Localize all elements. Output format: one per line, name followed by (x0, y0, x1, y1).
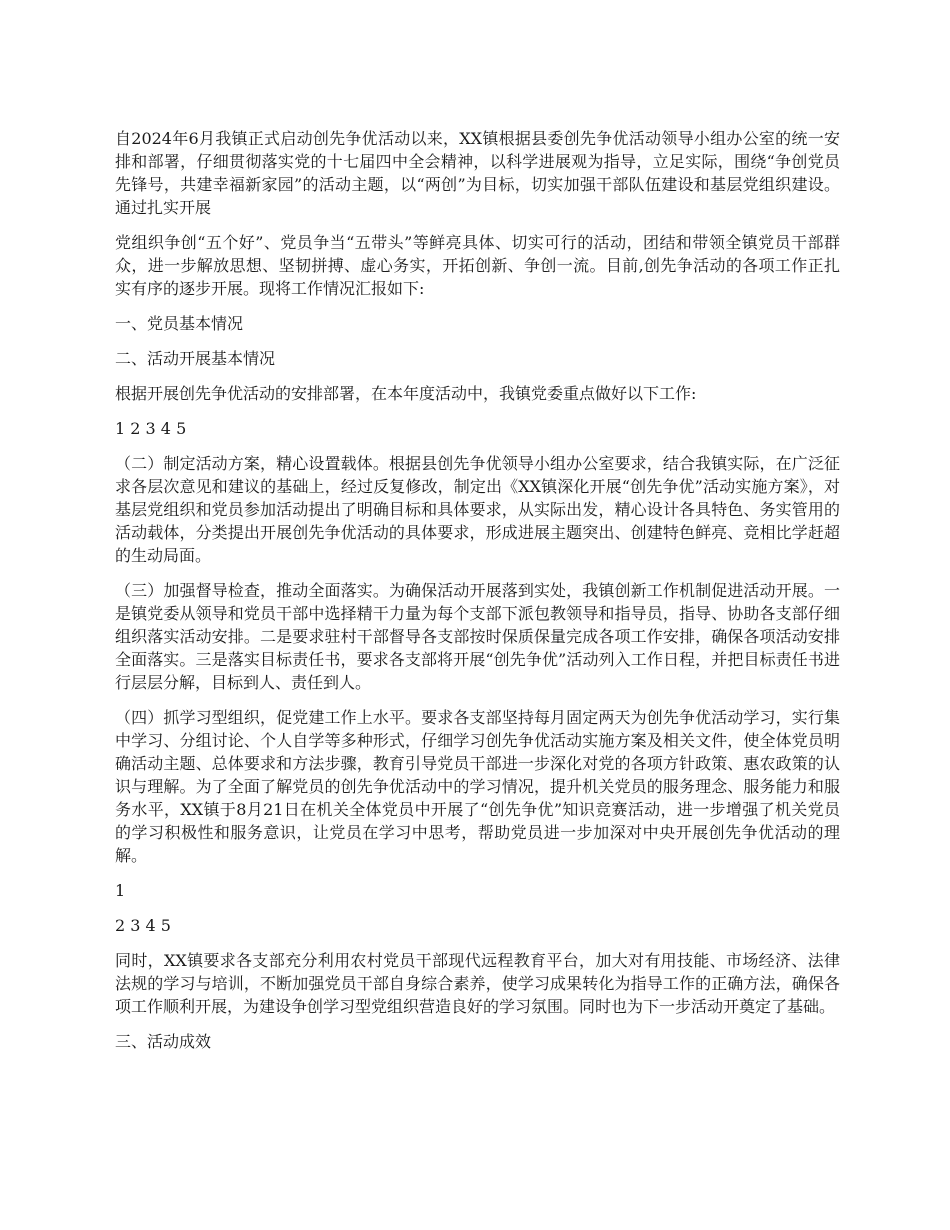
document-body (115, 127, 840, 1065)
paragraph-work-overview: 根据开展创先争优活动的安排部署，在本年度活动中，我镇党委重点做好以下工作: (115, 384, 697, 403)
number-list-line: 1 (115, 881, 126, 900)
paragraph-item-4: （四）抓学习型组织，促党建工作上水平。要求各支部坚持每月固定两天为创先争优活动学习，实行集中学习、分组讨论、个人自学等多种形式，仔细学习创先争优活动实施方案及相关文件，使全体党员明确活动主题、总体要求和方法步骤，教育引导党员干部进一步深化对党的各项方针政策、惠农政策的认识与理解。为了全面了解党员的创先争优活动中的学习情况，提升机关党员的服务理念、服务能力和服务水平，XX镇于8月21日在机关全体党员中开展了“创先争优”知识竞赛活动，进一步增强了机关党员的学习积极性和服务意识，让党员在学习中思考，帮助党员进一步加深对中央开展创先争优活动的理解。 (115, 708, 840, 865)
paragraph-remote-education: 同时，XX镇要求各支部充分利用农村党员干部现代远程教育平台，加大对有用技能、市场经济、法律法规的学习与培训，不断加强党员干部自身综合素养，使学习成果转化为指导工作的正确方法，确保各项工作顺利开展，为建设争创学习型党组织营造良好的学习氛围。同时也为下一步活动开奠定了基础。 (115, 951, 840, 1016)
section-heading-results: 三、活动成效 (115, 1032, 212, 1051)
paragraph-item-3: （三）加强督导检查，推动全面落实。为确保活动开展落到实处，我镇创新工作机制促进活动开展。一是镇党委从领导和党员干部中选择精干力量为每个支部下派包教领导和指导员，指导、协助各支部仔细组织落实活动安排。二是要求驻村干部督导各支部按时保质保量完成各项工作安排，确保各项活动安排全面落实。三是落实目标责任书，要求各支部将开展“创先争优”活动列入工作日程，并把目标责任书进行层层分解，目标到人、责任到人。 (115, 581, 840, 692)
section-heading-activity-situation: 二、活动开展基本情况 (115, 349, 276, 368)
paragraph-item-2: （二）制定活动方案，精心设置载体。根据县创先争优领导小组办公室要求，结合我镇实际，在广泛征求各层次意见和建议的基础上，经过反复修改，制定出《XX镇深化开展“创先争优”活动实施方案》，对基层党组织和党员参加活动提出了明确目标和具体要求，从实际出发，精心设计各具特色、务实管用的活动载体，分类提出开展创先争优活动的具体要求，形成进展主题突出、创建特色鲜亮、竞相比学赶超的生动局面。 (115, 454, 840, 565)
paragraph-intro-continued: 党组织争创“五个好”、党员争当“五带头”等鲜亮具体、切实可行的活动，团结和带领全镇党员干部群众，进一步解放思想、坚韧拼搏、虚心务实，开拓创新、争创一流。目前,创先争活动的各项工作正扎实有序的逐步开展。现将工作情况汇报如下: (115, 233, 840, 298)
number-list-line: 2 3 4 5 (115, 916, 171, 935)
section-heading-member-situation: 一、党员基本情况 (115, 314, 244, 333)
paragraph-intro: 自2024年6月我镇正式启动创先争优活动以来，XX镇根据县委创先争优活动领导小组办公室的统一安排和部署，仔细贯彻落实党的十七届四中全会精神，以科学进展观为指导，立足实际，围绕“争创党员先锋号，共建幸福新家园”的活动主题，以“两创”为目标，切实加强干部队伍建设和基层党组织建设。通过扎实开展 (115, 129, 840, 217)
number-list-line: 1 2 3 4 5 (115, 419, 187, 438)
